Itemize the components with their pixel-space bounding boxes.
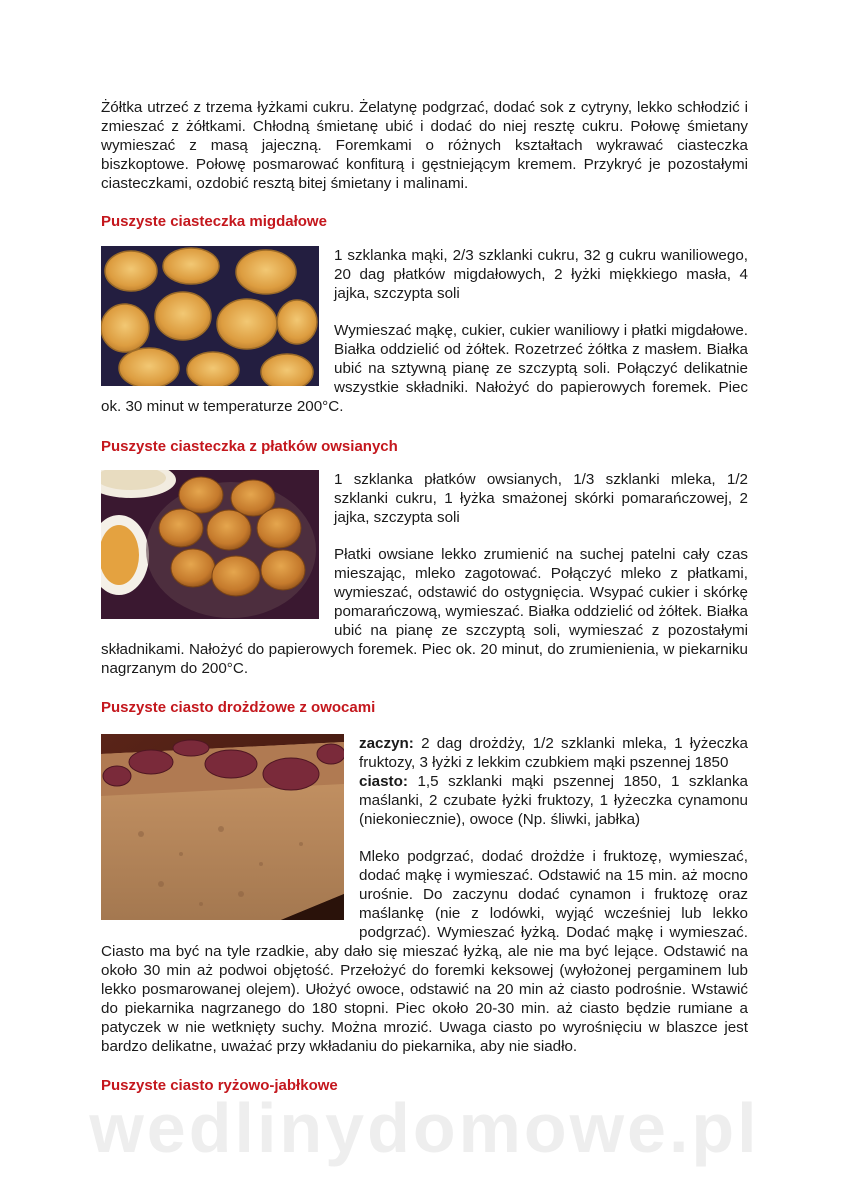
almond-method: Wymieszać mąkę, cukier, cukier waniliowy i płatki migdałowe. Białka oddzielić od żółtek. Rozetrzeć żółtka z masłem. Białka ubić na sztywną pianę ze szczyptą soli. Połączyć delikatnie wszystkie składniki. Nałożyć do papierowych foremek. Piec ok. 30 minut w temperaturze 200°C. bbox=[101, 322, 748, 415]
section-title-yeast-cake: Puszyste ciasto drożdżowe z owocami bbox=[101, 699, 376, 716]
document-page bbox=[101, 98, 748, 1094]
intro-paragraph: Żółtka utrzeć z trzema łyżkami cukru. Żelatynę podgrzać, dodać sok z cytryny, lekko schłodzić i zmieszać z żółtkami. Chłodną śmietanę ubić i dodać do niej resztę cukru. Połowę śmietany wymieszać z masą jajeczną. Foremkami o różnych kształtach wykrawać ciasteczka biszkoptowe. Połowę posmarować konfiturą i gęstniejącym kremem. Przykryć je pozostałymi ciasteczkami, ozdobić resztą bitej śmietany i malinami. bbox=[101, 99, 748, 192]
section-title-rice-apple-cake: Puszyste ciasto ryżowo-jabłkowe bbox=[101, 1077, 338, 1094]
oat-ingredients: 1 szklanka płatków owsianych, 1/3 szklanki mleka, 1/2 szklanki cukru, 1 łyżka smażonej skórki pomarańczowej, 2 jajka, szczypta soli bbox=[334, 471, 748, 526]
watermark: wedlinydomowe.pl bbox=[89, 1089, 760, 1167]
oat-cookies-photo bbox=[101, 470, 319, 624]
section-title-almond-cookies: Puszyste ciasteczka migdałowe bbox=[101, 213, 327, 230]
dough-label: ciasto: bbox=[359, 773, 408, 790]
starter-text: 2 dag drożdży, 1/2 szklanki mleka, 1 łyżeczka fruktozy, 3 łyżki z lekkim czubkiem mąki pszennej 1850 bbox=[359, 735, 748, 771]
almond-ingredients: 1 szklanka mąki, 2/3 szklanki cukru, 32 g cukru waniliowego, 20 dag płatków migdałowych, 2 łyżki miękkiego masła, 4 jajka, szczypta soli bbox=[334, 247, 748, 302]
yeast-cake-photo bbox=[101, 734, 344, 925]
almond-cookies-photo bbox=[101, 246, 319, 391]
starter-label: zaczyn: bbox=[359, 735, 414, 752]
yeast-method: Mleko podgrzać, dodać drożdże i fruktozę, wymieszać, dodać mąkę i wymieszać. Odstawić na 15 min. aż mocno urośnie. Do zaczynu dodać cynamon i fruktozę oraz maślankę (nie z lodówki, wyjąć wcześniej lub lekko podgrzać). Wymieszać łyżką. Dodać mąkę i wymieszać. Ciasto ma być na tyle rzadkie, aby dało się mieszać łyżką, ale nie ma być lejące. Odstawić na około 30 min aż podwoi objętość. Przełożyć do foremki keksowej (wyłożonej pergaminem lub lekko posmarowanej olejem). Ułożyć owoce, odstawić na 20 min aż ciasto podrośnie. Wstawić do piekarnika nagrzanego do 180 stopni. Piec około 20-30 min. aż ciasto będzie rumiane a patyczek w nie wetknięty suchy. Można mrozić. Uwaga ciasto po wyrośnięciu w blaszce jest bardzo delikatne, uważać przy wkładaniu do piekarnika, aby nie siadło. bbox=[101, 848, 748, 1055]
section-title-oat-cookies: Puszyste ciasteczka z płatków owsianych bbox=[101, 438, 398, 455]
dough-text: 1,5 szklanki mąki pszennej 1850, 1 szklanka maślanki, 2 czubate łyżki fruktozy, 1 łyżeczka cynamonu (niekoniecznie), owoce (Np. śliwki, jabłka) bbox=[359, 773, 748, 828]
oat-method: Płatki owsiane lekko zrumienić na suchej patelni cały czas mieszając, mleko zagotować. Połączyć mleko z płatkami, wymieszać, odstawić do ostygnięcia. Wsypać cukier i skórkę pomarańczową, wymieszać. Białka oddzielić od żółtek. Białka ubić na pianę ze szczyptą soli, wymieszać z pozostałymi składnikami. Nałożyć do papierowych foremek. Piec ok. 20 minut, do zrumienienia, w piekarniku nagrzanym do 200°C. bbox=[101, 546, 748, 677]
